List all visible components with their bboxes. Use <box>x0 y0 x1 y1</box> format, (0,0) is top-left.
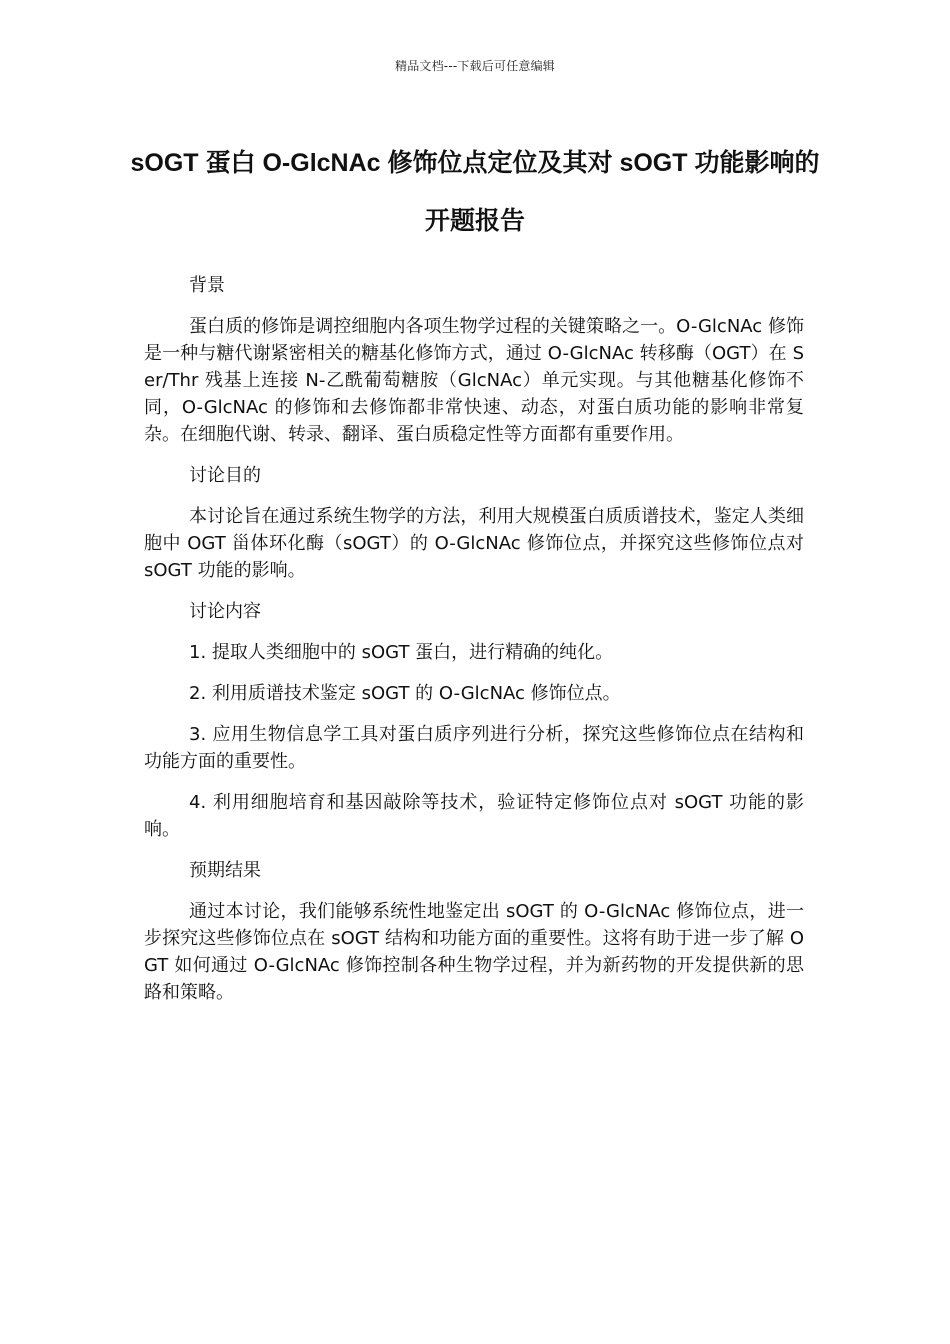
content-item-1: 1. 提取人类细胞中的 sOGT 蛋白，进行精确的纯化。 <box>189 642 614 663</box>
results-paragraph: 通过本讨论，我们能够系统性地鉴定出 sOGT 的 O-GlcNAc 修饰位点，进一步探究这些修饰位点在 sOGT 结构和功能方面的重要性。这将有助于进一步了解 OGT 如何通过 O-GlcNAc 修饰控制各种生物学过程，并为新药物的开发提供新的思路和策略。 <box>144 901 804 1003</box>
content-item-3: 3. 应用生物信息学工具对蛋白质序列进行分析，探究这些修饰位点在结构和功能方面的重要性。 <box>144 724 804 772</box>
content-heading: 讨论内容 <box>189 601 261 622</box>
background-paragraph: 蛋白质的修饰是调控细胞内各项生物学过程的关键策略之一。O-GlcNAc 修饰是一种与糖代谢紧密相关的糖基化修饰方式，通过 O-GlcNAc 转移酶（OGT）在 Ser/Thr 残基上连接 N-乙酰葡萄糖胺（GlcNAc）单元实现。与其他糖基化修饰不同，O-GlcNAc 的修饰和去修饰都非常快速、动态，对蛋白质功能的影响非常复杂。在细胞代谢、转录、翻译、蛋白质稳定性等方面都有重要作用。 <box>144 316 804 445</box>
header-note: 精品文档---下载后可任意编辑 <box>395 59 555 73</box>
document-body <box>144 272 804 1020</box>
content-item-4: 4. 利用细胞培育和基因敲除等技术，验证特定修饰位点对 sOGT 功能的影响。 <box>144 792 804 840</box>
content-item-2: 2. 利用质谱技术鉴定 sOGT 的 O-GlcNAc 修饰位点。 <box>189 683 621 704</box>
results-heading: 预期结果 <box>189 860 261 881</box>
document-title: sOGT 蛋白 O-GlcNAc 修饰位点定位及其对 sOGT 功能影响的开题报告 <box>130 149 820 235</box>
background-heading: 背景 <box>189 275 225 296</box>
purpose-paragraph: 本讨论旨在通过系统生物学的方法，利用大规模蛋白质质谱技术，鉴定人类细胞中 OGT 甾体环化酶（sOGT）的 O-GlcNAc 修饰位点，并探究这些修饰位点对 sOGT 功能的影响。 <box>144 506 804 581</box>
purpose-heading: 讨论目的 <box>189 465 261 486</box>
